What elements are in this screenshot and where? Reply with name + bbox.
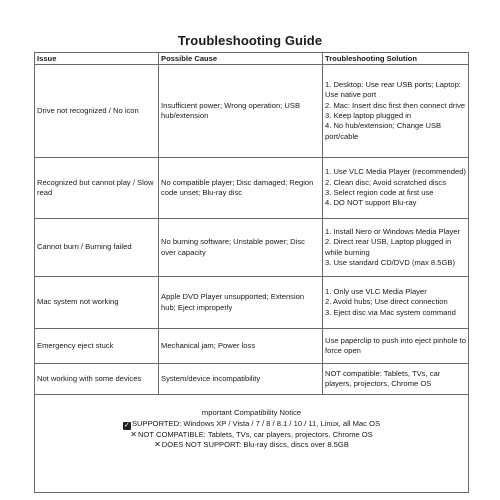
solution-step: 1. Desktop: Use rear USB ports; Laptop: Use native port — [325, 79, 461, 100]
issue-cell: Drive not recognized / No icon — [35, 65, 159, 158]
issue-cell: Cannot burn / Burning failed — [35, 219, 159, 277]
solution-cell — [323, 65, 469, 158]
solution-step: 1. Install Nero or Windows Media Player — [325, 226, 461, 236]
notice-not-support — [37, 440, 466, 451]
cross-icon: ✕ — [154, 440, 161, 449]
troubleshooting-table — [34, 52, 469, 493]
header-possible-cause: Possible Cause — [159, 53, 323, 65]
solution-step: 1. Only use VLC Media Player — [325, 286, 427, 296]
issue-cell: Not working with some devices — [35, 364, 159, 395]
solution-step: 2. Direct rear USB, Laptop plugged in while burning — [325, 237, 452, 257]
cause-cell: Apple DVD Player unsupported; Extension hub; Eject improperly — [159, 277, 323, 329]
page-title: Troubleshooting Guide — [177, 33, 323, 48]
solution-cell — [323, 329, 469, 364]
solution-step: 3. Eject disc via Mac system command — [325, 307, 456, 317]
solution-cell — [323, 277, 469, 329]
table-row — [35, 158, 469, 219]
solution-cell — [323, 158, 469, 219]
cause-cell: No burning software; Unstable power; Disc over capacity — [159, 219, 323, 277]
notice-not-compatible-text: NOT COMPATIBLE: Tablets, TVs, car players, projectors, Chrome OS — [137, 429, 373, 439]
solution-step: 4. DO NOT support Blu-ray — [325, 198, 417, 208]
solution-cell — [323, 364, 469, 395]
table-row — [35, 329, 469, 364]
solution-step: 3. Use standard CD/DVD (max 8.5GB) — [325, 257, 455, 267]
solution-step: 2. Clean disc; Avoid scratched discs — [325, 177, 446, 187]
solution-cell — [323, 219, 469, 277]
cause-cell: System/device incompatibility — [159, 364, 323, 395]
notice-not-compatible — [37, 430, 466, 441]
cause-cell: Insufficient power; Wrong operation; USB hub/extension — [159, 65, 323, 158]
notice-supported-text: SUPPORTED: Windows XP / Vista / 7 / 8 / 8.1 / 10 / 11, Linux, all Mac OS — [131, 418, 381, 428]
issue-cell: Recognized but cannot play / Slow read — [35, 158, 159, 219]
solution-step: Use paperclip to push into eject pinhole to force open — [325, 335, 466, 355]
solution-step: NOT compatible: Tablets, TVs, car players, projectors, Chrome OS — [325, 368, 441, 388]
solution-step: 3. Keep laptop plugged in — [325, 111, 412, 120]
table-row — [35, 277, 469, 329]
solution-step: 2. Mac: Insert disc first then connect drive — [325, 100, 466, 110]
cross-icon: ✕ — [130, 429, 137, 439]
compatibility-notice — [35, 395, 469, 493]
table-header-row — [35, 53, 469, 65]
notice-not-support-text: DOES NOT SUPPORT: Blu-ray discs, discs over 8.5GB — [161, 440, 349, 449]
solution-step: 3. Select region code at first use — [325, 188, 434, 197]
table-row — [35, 219, 469, 277]
header-solution: Troubleshooting Solution — [323, 53, 469, 65]
issue-cell: Emergency eject stuck — [35, 329, 159, 364]
cause-cell: No compatible player; Disc damaged; Region code unset; Blu-ray disc — [159, 158, 323, 219]
notice-supported — [37, 419, 466, 430]
solution-step: 2. Avoid hubs; Use direct connection — [325, 297, 448, 307]
solution-step: 4. No hub/extension; Change USB port/cable — [325, 121, 442, 141]
cause-cell: Mechanical jam; Power loss — [159, 329, 323, 364]
table-row — [35, 364, 469, 395]
notice-title: mportant Compatibility Notice — [201, 408, 302, 417]
issue-cell: Mac system not working — [35, 277, 159, 329]
header-issue: Issue — [35, 53, 159, 65]
solution-step: 1. Use VLC Media Player (recommended) — [325, 167, 466, 177]
check-box-icon: ✓ — [124, 421, 130, 429]
table-row — [35, 65, 469, 158]
notice-row — [35, 395, 469, 493]
